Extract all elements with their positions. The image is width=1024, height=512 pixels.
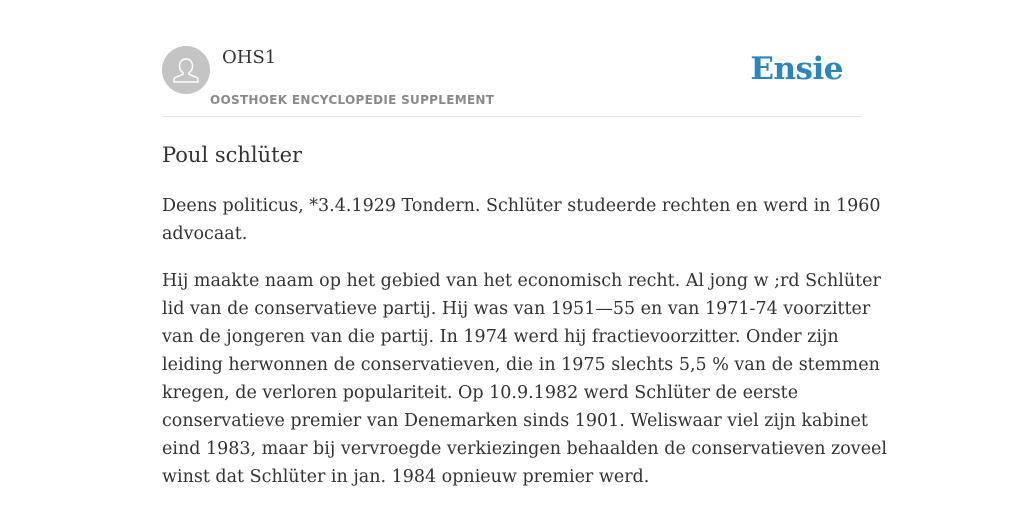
paragraph-line: Deens politicus, *3.4.1929 Tondern. Schlüter studeerde rechten en werd in 1960 — [162, 196, 881, 216]
paragraph-line: leiding herwonnen de conservatieven, die in 1975 slechts 5,5 % van de stemmen — [162, 355, 880, 375]
article-body — [162, 192, 888, 510]
article-paragraph — [162, 192, 881, 248]
paragraph-line: conservatieve premier van Denemarken sinds 1901. Weliswaar viel zijn kabinet — [162, 411, 868, 431]
paragraph-line: Hij maakte naam op het gebied van het economisch recht. Al jong w ;rd Schlüter — [162, 271, 881, 291]
user-avatar-icon[interactable] — [162, 46, 210, 94]
brand-logo[interactable]: Ensie — [750, 51, 843, 87]
paragraph-line: advocaat. — [162, 224, 248, 244]
paragraph-line: winst dat Schlüter in jan. 1984 opnieuw premier werd. — [162, 467, 650, 487]
header — [162, 46, 862, 117]
article-paragraph — [162, 267, 888, 491]
author-name[interactable]: OHS1 — [222, 47, 277, 68]
article-title: Poul schlüter — [162, 143, 303, 167]
paragraph-line: eind 1983, maar bij vervroegde verkiezingen behaalden de conservatieven zoveel — [162, 439, 888, 459]
paragraph-line: kregen, de verloren populariteit. Op 10.9.1982 werd Schlüter de eerste — [162, 383, 799, 403]
paragraph-line: van de jongeren van die partij. In 1974 werd hij fractievoorzitter. Onder zijn — [162, 327, 839, 347]
source-name[interactable]: OOSTHOEK ENCYCLOPEDIE SUPPLEMENT — [210, 93, 495, 107]
paragraph-line: lid van de conservatieve partij. Hij was van 1951—55 en van 1971-74 voorzitter — [162, 299, 871, 319]
